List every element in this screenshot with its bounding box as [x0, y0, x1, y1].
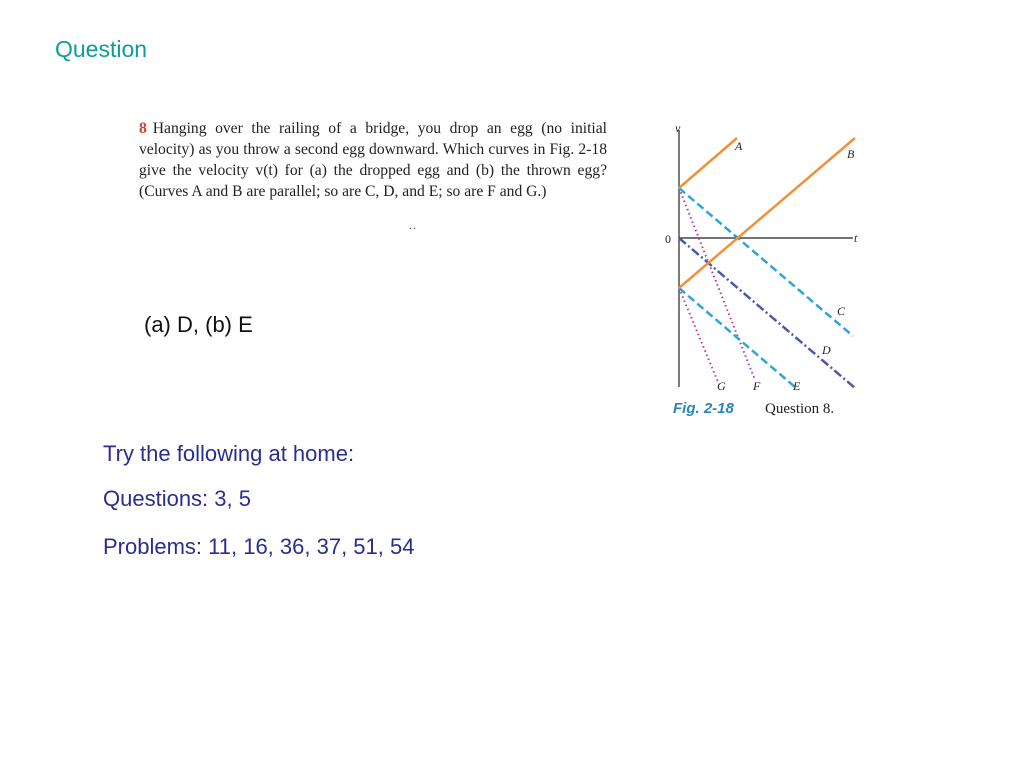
t-axis-label: t — [854, 231, 858, 245]
figure-caption-text: Question 8. — [765, 401, 835, 417]
curve-F-line — [679, 188, 755, 380]
curve-A-line — [679, 138, 737, 188]
answer-text: (a) D, (b) E — [144, 312, 253, 337]
homework-problems: Problems: 11, 16, 36, 37, 51, 54 — [103, 534, 415, 559]
problem-text: Hanging over the railing of a bridge, you drop an egg (no initial velocity) as you throw a second egg downward. Which curves in Fig. 2-18 give the velocity v(t) for (a) the dropped egg and (b) the thrown egg? (Curves A and B are parallel; so are C, D, and E; so are F and G.) — [139, 120, 607, 200]
homework-intro: Try the following at home: — [103, 441, 355, 466]
origin-label: 0 — [665, 232, 671, 246]
curve-C-label: C — [837, 304, 846, 318]
v-axis-label: v — [675, 121, 681, 135]
curve-D-label: D — [822, 343, 831, 357]
curve-E-line — [679, 288, 795, 387]
curve-A-label: A — [735, 139, 743, 153]
problem-number: 8 — [139, 120, 147, 137]
homework-questions: Questions: 3, 5 — [103, 486, 251, 511]
curve-G-label: G — [717, 379, 726, 393]
trailing-mark: .. — [409, 218, 417, 232]
curve-F-label: F — [753, 379, 761, 393]
slide-title: Question — [55, 36, 148, 62]
curve-D-line — [679, 238, 855, 388]
curve-C-line — [679, 188, 853, 336]
velocity-figure — [655, 112, 870, 422]
problem-statement — [139, 118, 607, 202]
curve-B-line — [679, 138, 855, 288]
curve-B-label: B — [847, 147, 855, 161]
figure-caption-label: Fig. 2-18 — [673, 400, 734, 417]
curve-G-line — [679, 288, 718, 382]
curve-E-label: E — [793, 379, 801, 393]
velocity-graph — [655, 112, 870, 422]
